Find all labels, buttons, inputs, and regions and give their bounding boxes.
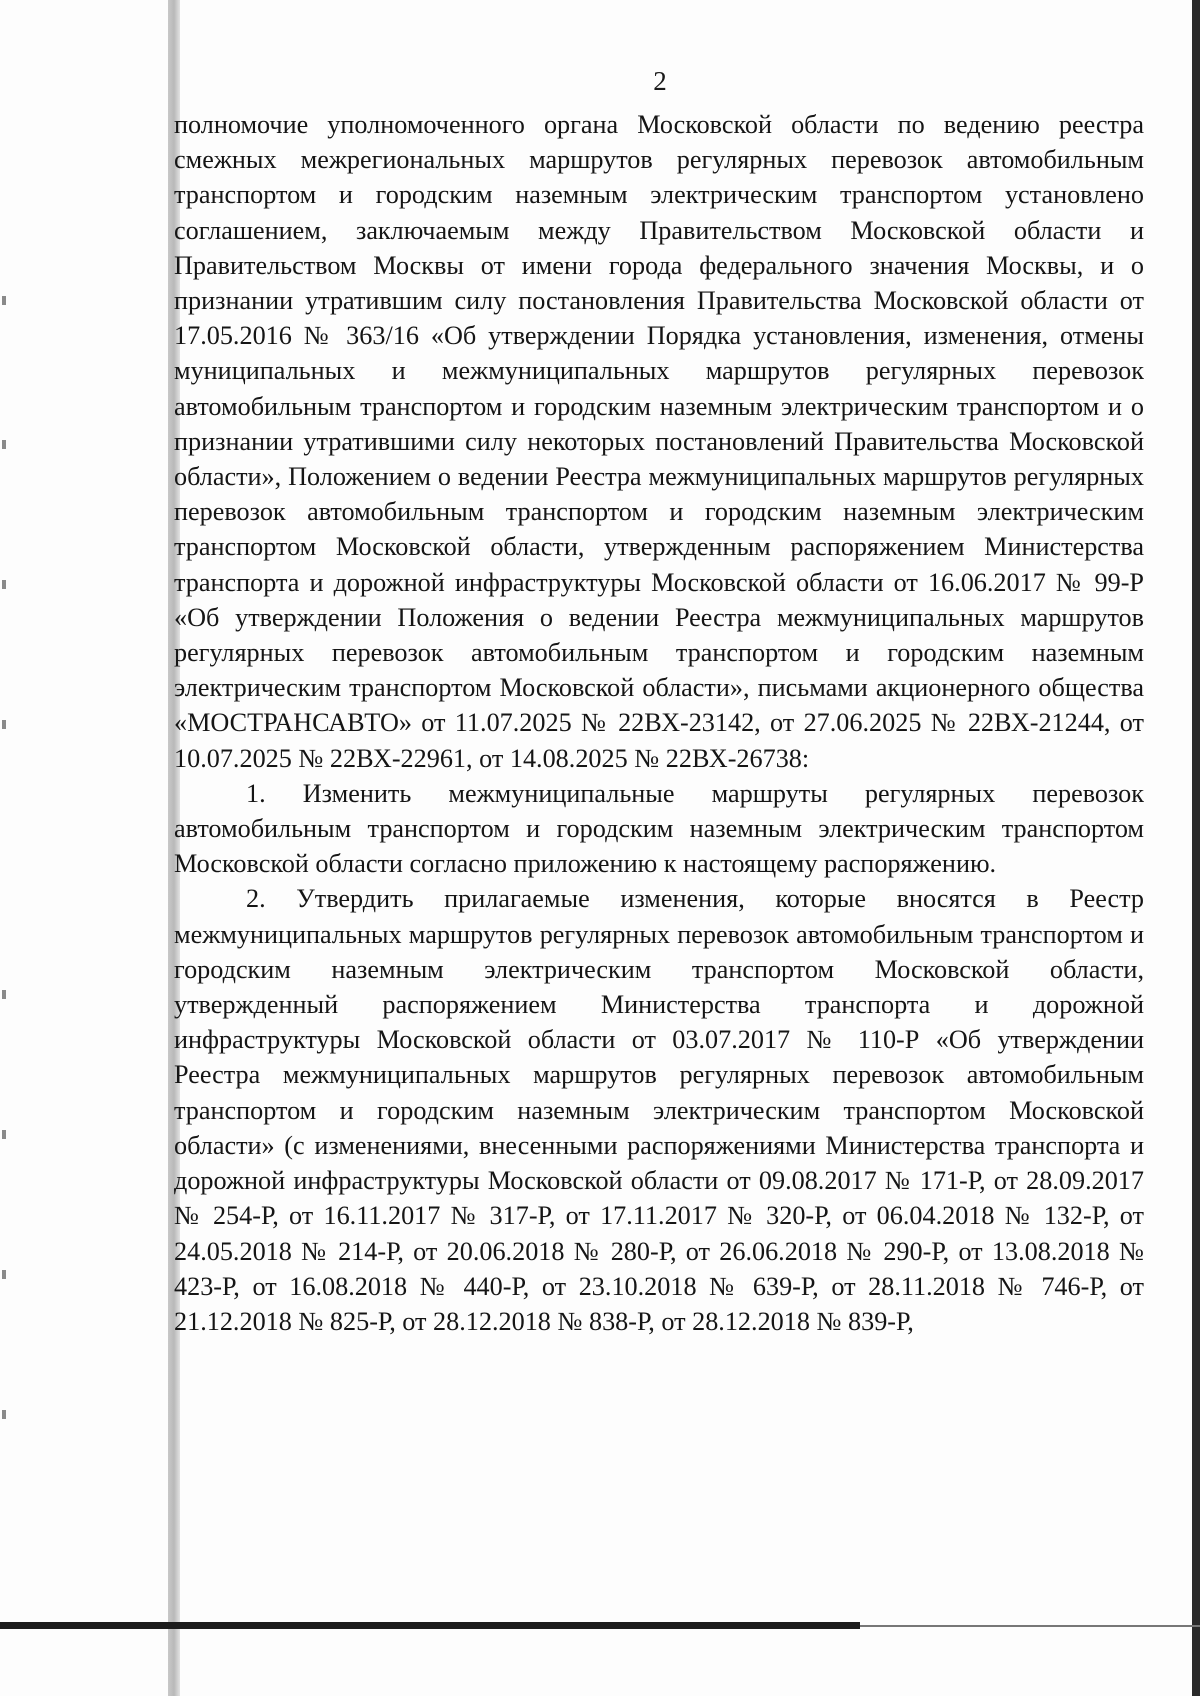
scan-edge-mark (2, 440, 6, 449)
scan-bottom-border (0, 1622, 860, 1629)
item-2-paragraph: 2. Утвердить прилагаемые изменения, которые вносятся в Реестр межмуниципальных маршрутов регулярных перевозок автомобильным транспортом и городским наземным электрическим транспортом Московской области, утвержденный распоряжением Министерства транспорта и дорожной инфраструктуры Московской области от 03.07.2017 № 110-Р «Об утверждении Реестра межмуниципальных маршрутов регулярных перевозок автомобильным транспортом и городским наземным электрическим транспортом Московской области» (с изменениями, внесенными распоряжениями Министерства транспорта и дорожной инфраструктуры Московской области от 09.08.2017 № 171-Р, от 28.09.2017 № 254-Р, от 16.11.2017 № 317-Р, от 17.11.2017 № 320-Р, от 06.04.2018 № 132-Р, от 24.05.2018 № 214-Р, от 20.06.2018 № 280-Р, от 26.06.2018 № 290-Р, от 13.08.2018 № 423-Р, от 16.08.2018 № 440-Р, от 23.10.2018 № 639-Р, от 28.11.2018 № 746-Р, от 21.12.2018 № 825-Р, от 28.12.2018 № 838-Р, от 28.12.2018 № 839-Р, (174, 884, 1144, 1336)
scan-edge-mark (2, 1130, 6, 1139)
scan-edge-mark (2, 580, 6, 589)
page-number: 2 (653, 66, 667, 96)
scan-bottom-border-thin (860, 1625, 1200, 1627)
scan-edge-mark (2, 296, 6, 305)
scan-edge-mark (2, 1270, 6, 1279)
scan-edge-mark (2, 990, 6, 999)
intro-paragraph: полномочие уполномоченного органа Московской области по ведению реестра смежных межрегиональных маршрутов регулярных перевозок автомобильным транспортом и городским наземным электрическим транспортом установлено соглашением, заключаемым между Правительством Московской области и Правительством Москвы от имени города федерального значения Москвы, и о признании утратившим силу постановления Правительства Московской области от 17.05.2016 № 363/16 «Об утверждении Порядка установления, изменения, отмены муниципальных и межмуниципальных маршрутов регулярных перевозок автомобильным транспортом и городским наземным электрическим транспортом и о признании утратившими силу некоторых постановлений Правительства Московской области», Положением о ведении Реестра межмуниципальных маршрутов регулярных перевозок автомобильным транспортом и городским наземным электрическим транспортом Московской области, утвержденным распоряжением Министерства транспорта и дорожной инфраструктуры Московской области от 16.06.2017 № 99-Р «Об утверждении Положения о ведении Реестра межмуниципальных маршрутов регулярных перевозок автомобильным транспортом и городским наземным электрическим транспортом Московской области», письмами акционерного общества «МОСТРАНСАВТО» от 11.07.2025 № 22ВХ-23142, от 27.06.2025 № 22ВХ-21244, от 10.07.2025 № 22ВХ-22961, от 14.08.2025 № 22ВХ-26738: (174, 110, 1144, 773)
scan-edge-mark (2, 1410, 6, 1419)
scan-edge-mark (2, 720, 6, 729)
scan-right-border (1192, 0, 1200, 1696)
document-body (174, 107, 1144, 1339)
item-1-paragraph: 1. Изменить межмуниципальные маршруты регулярных перевозок автомобильным транспортом и городским наземным электрическим транспортом Московской области согласно приложению к настоящему распоряжению. (174, 778, 1144, 879)
